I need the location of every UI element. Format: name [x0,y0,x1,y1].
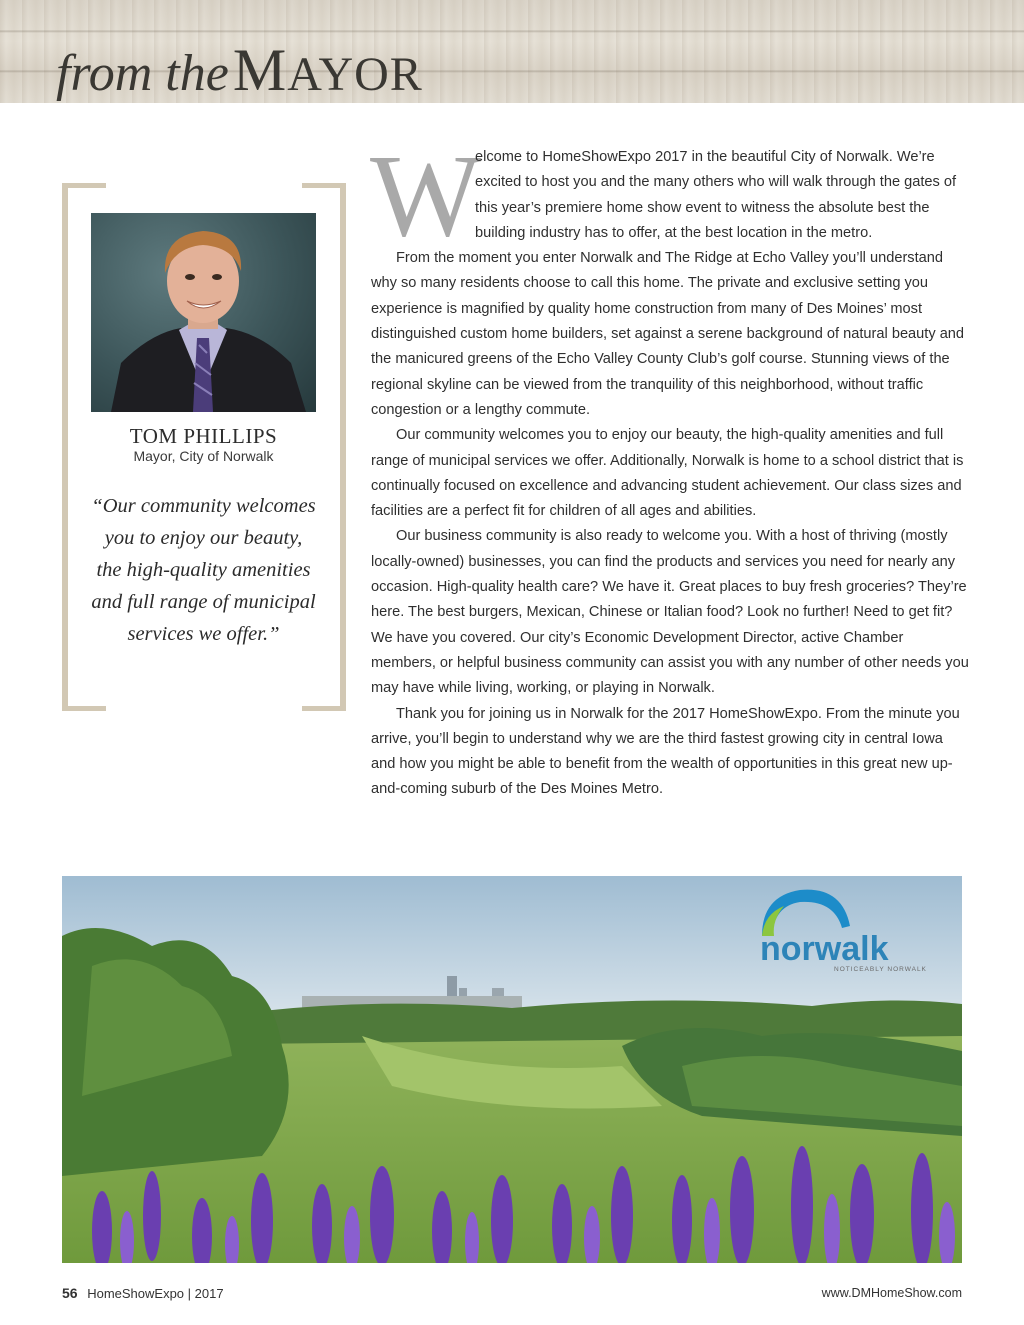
landscape-illustration [62,876,962,1263]
footer-website[interactable]: www.DMHomeShow.com [821,1286,962,1300]
page-title [56,36,423,105]
article-paragraph: Thank you for joining us in Norwalk for the 2017 HomeShowExpo. From the minute you arrive, you’ll begin to understand why we are the third fastest growing city in central Iowa and how you might be able to benefit from the wealth of opportunities in this great new up-and-coming suburb of the Des Moines Metro. [371,705,960,798]
article-paragraph [371,145,971,246]
page-title-lead: from the [56,45,229,102]
footer-left [62,1285,224,1301]
mayor-portrait-illustration [91,213,316,412]
article-paragraph: From the moment you enter Norwalk and The Ridge at Echo Valley you’ll understand why so many residents choose to call this home. The private and exclusive setting you experience is magnified by quality home construction from many of Des Moines’ most distinguished custom home builders, set against a serene background of natural beauty and the manicured greens of the Echo Valley County Club’s golf course. Stunning views of the regional skyline can be viewed from the tranquility of this neighborhood, without traffic congestion or a lengthy commute. [371,250,965,418]
article-body [371,145,971,803]
page-title-main [233,37,423,103]
mayor-portrait [91,213,316,412]
norwalk-logo-tagline: NOTICEABLY NORWALK [834,966,927,973]
mayor-name: TOM PHILLIPS [129,424,278,448]
article-paragraph: Our business community is also ready to welcome you. With a host of thriving (mostly locally-owned) businesses, you can find the products and services you need for nearly any occasion. High-quality health care? We have it. Great places to buy fresh groceries? They’re here. The best burgers, Mexican, Chinese or Italian food? Look no further! Need to get fit? We have you covered. Our city’s Economic Development Director, active Chamber members, or helpful business community can assist you with any number of other needs you may have while living, working, or playing in Norwalk. [371,528,969,697]
pull-quote: “Our community welcomes you to enjoy our beauty, the high-quality amenities and full range of municipal services we offer.” [91,495,316,645]
article-paragraph-text: elcome to HomeShowExpo 2017 in the beautiful City of Norwalk. We’re excited to host you and the many others who will walk through the gates of this year’s premiere home show event to witness the absolute best the building industry has to offer, at the best location in the metro. [475,149,957,241]
drop-cap: W [370,130,482,261]
page-title-main-text: MAYOR [232,37,423,103]
mayor-title: Mayor, City of Norwalk [133,448,274,464]
publication-name: HomeShowExpo | 2017 [87,1286,224,1301]
landscape-photo [62,876,962,1263]
article-paragraph: Our community welcomes you to enjoy our beauty, the high-quality amenities and full range of municipal services we offer. Additionally, Norwalk is home to a school district that is continually focused on excellence and advancing student achievement. Our class sizes and facilities are a perfect fit for children of all ages and abilities. [371,427,964,520]
header-banner [0,0,1024,103]
norwalk-logo-wordmark: norwalk [760,930,889,968]
page-number: 56 [62,1285,78,1301]
